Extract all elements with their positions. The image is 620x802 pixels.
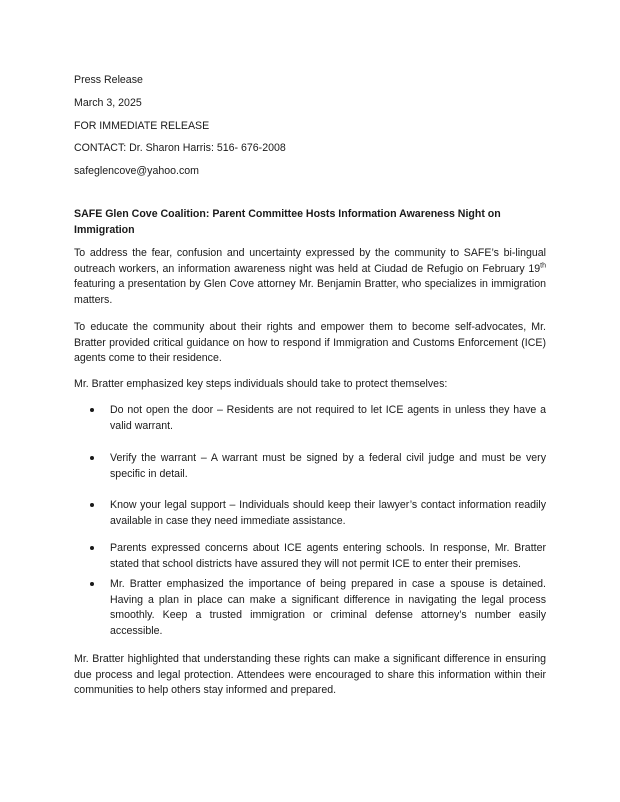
paragraph-intro [74,246,546,308]
document-type: Press Release [74,74,143,86]
contact-line: CONTACT: Dr. Sharon Harris: 516- 676-2008 [74,142,286,154]
list-item-text: Parents expressed concerns about ICE agents entering schools. In response, Mr. Bratter stated that school districts have assured they will not permit ICE to enter their premises. [110,542,546,570]
list-item-text: Mr. Bratter emphasized the importance of being prepared in case a spouse is detained. Having a plan in place can make a significant difference in navigating the legal process smoothly. Keep a trusted immigration or criminal defense attorney’s number easily accessible. [110,578,546,637]
paragraph-intro-part1: To address the fear, confusion and uncertainty expressed by the community to SAFE’s bi-lingual outreach workers, an information awareness night was held at Ciudad de Refugio on February 19 [74,247,546,275]
bullet-icon [90,546,94,550]
headline: SAFE Glen Cove Coalition: Parent Committee Hosts Information Awareness Night on Immigration [74,208,501,236]
paragraph-closing: Mr. Bratter highlighted that understanding these rights can make a significant difference in ensuring due process and legal protection. Attendees were encouraged to share this information within their communities to help others stay informed and prepared. [74,653,546,697]
paragraph-guidance: To educate the community about their rights and empower them to become self-advocates, Mr. Bratter provided critical guidance on how to respond if Immigration and Customs Enforcement (ICE) agents come to their residence. [74,321,546,365]
list-item-text: Do not open the door – Residents are not required to let ICE agents in unless they have a valid warrant. [110,404,546,432]
bullet-icon [90,456,94,460]
bullet-icon [90,408,94,412]
bullet-icon [90,582,94,586]
list-item-text: Know your legal support – Individuals should keep their lawyer’s contact information readily available in case they need immediate assistance. [110,499,546,527]
paragraph-intro-part2: featuring a presentation by Glen Cove attorney Mr. Benjamin Bratter, who specializes in immigration matters. [74,278,546,306]
contact-email: safeglencove@yahoo.com [74,165,200,177]
bullet-icon [90,503,94,507]
paragraph-steps-intro: Mr. Bratter emphasized key steps individuals should take to protect themselves: [74,378,448,390]
release-notice: FOR IMMEDIATE RELEASE [74,120,210,132]
list-item-text: Verify the warrant – A warrant must be signed by a federal civil judge and must be very specific in detail. [110,452,546,480]
ordinal-suffix: th [540,262,546,270]
release-date: March 3, 2025 [74,97,142,109]
